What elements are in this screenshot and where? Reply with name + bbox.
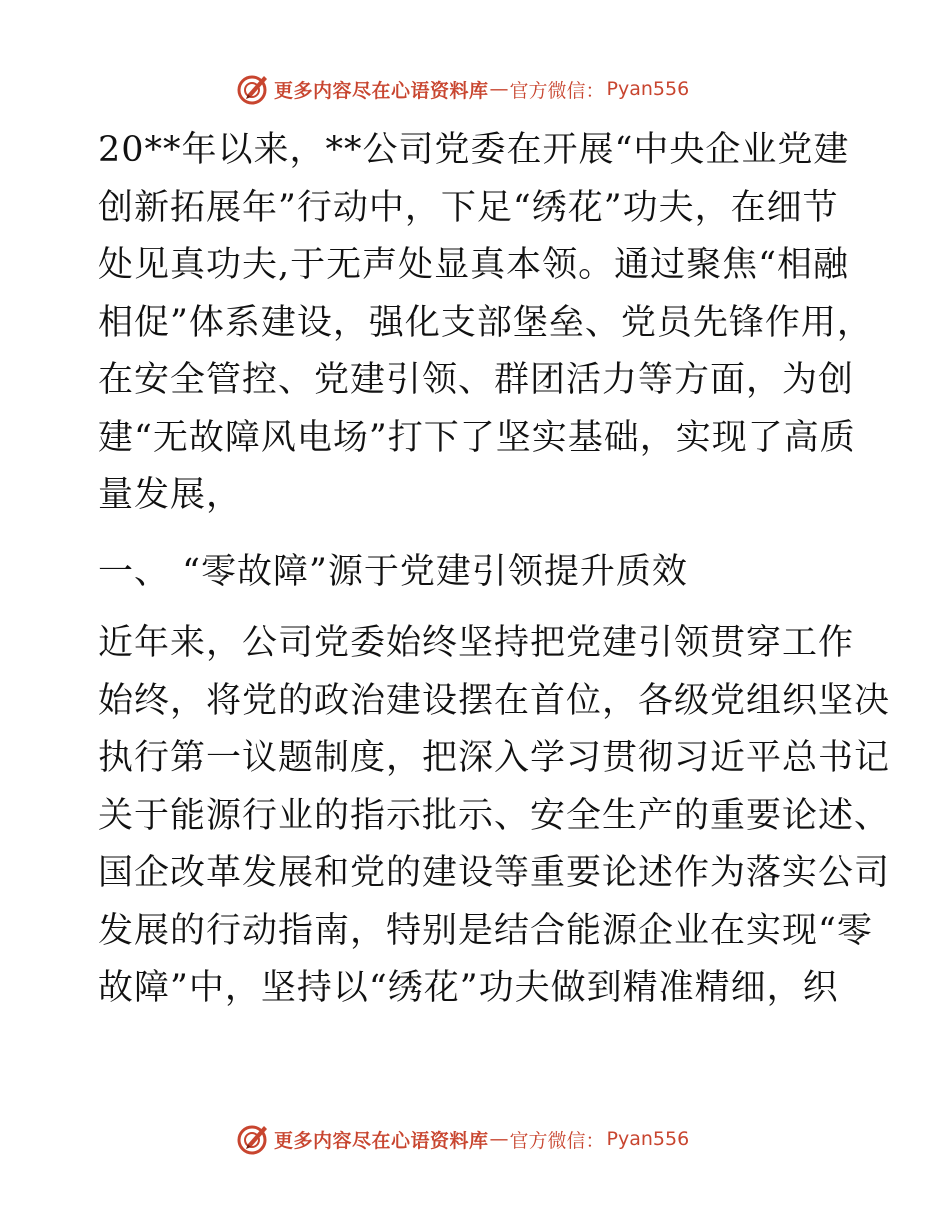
text-line: 量发展， [98, 475, 243, 515]
text-line: 相促”体系建设，强化支部堡垒、党员先锋作用， [98, 302, 873, 343]
text-line: 国企改革发展和党的建设等重要论述作为落实公司 [98, 853, 891, 893]
text-line: 始终，将党的政治建设摆在首位，各级党组织坚决 [98, 680, 891, 721]
text-line: 发展的行动指南，特别是结合能源企业在实现“零 [98, 910, 873, 951]
watermark-dash: — [489, 1128, 509, 1150]
text-line: 故障”中，坚持以“绣花”功夫做到精准精细，织 [98, 968, 839, 1008]
watermark-main-text: 更多内容尽在心语资料库 [274, 1129, 489, 1152]
paragraph-intro [98, 122, 873, 525]
watermark-wechat-id: Pyan556 [606, 1128, 690, 1150]
text-line: 20**年以来，**公司党委在开展“中央企业党建 [98, 130, 850, 170]
pen-logo-icon [236, 1122, 270, 1156]
pen-logo-icon [236, 72, 270, 106]
text-line: 处见真功夫,于无声处显真本领。通过聚焦“相融 [98, 245, 850, 285]
watermark-dash: — [489, 78, 509, 100]
text-line: 在安全管控、党建引领、群团活力等方面，为创 [98, 360, 855, 400]
section-heading: 一、 “零故障”源于党建引领提升质效 [98, 551, 688, 592]
watermark-header [236, 72, 689, 106]
text-line: 近年来，公司党委始终坚持把党建引领贯穿工作 [98, 623, 855, 663]
watermark-footer [236, 1122, 689, 1156]
text-line: 建“无故障风电场”打下了坚实基础，实现了高质 [98, 417, 856, 458]
text-line: 关于能源行业的指示批示、安全生产的重要论述、 [98, 795, 891, 836]
watermark-wechat-label: 官方微信： [509, 1129, 605, 1152]
document-body [98, 122, 891, 1018]
watermark-wechat-label: 官方微信： [509, 79, 605, 102]
paragraph-section-1 [98, 615, 891, 1018]
watermark-wechat-id: Pyan556 [606, 78, 690, 100]
watermark-main-text: 更多内容尽在心语资料库 [274, 79, 489, 102]
text-line: 创新拓展年”行动中，下足“绣花”功夫，在细节 [98, 187, 839, 228]
text-line: 执行第一议题制度，把深入学习贯彻习近平总书记 [98, 738, 891, 778]
